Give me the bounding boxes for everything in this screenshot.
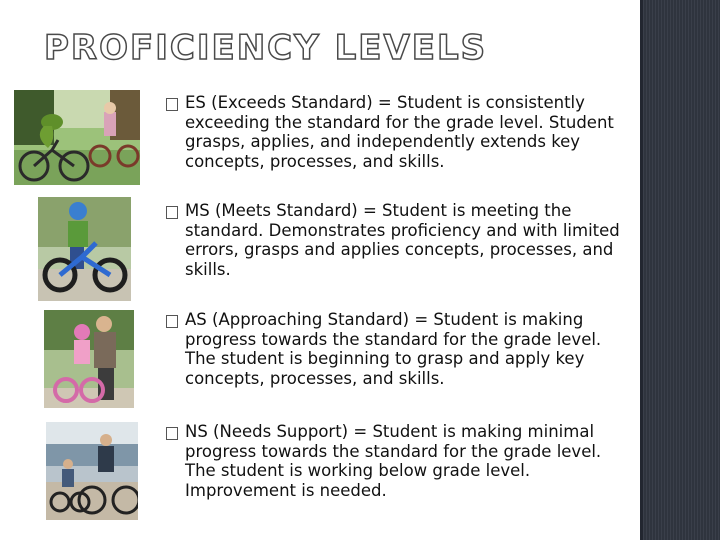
bullet-icon: [166, 427, 178, 440]
bullet-icon: [166, 98, 178, 111]
proficiency-text-es: ES (Exceeds Standard) = Student is consistently exceeding the standard for the grade level. Student grasps, applies, and independently extends key concepts, processes, and skills.: [185, 93, 614, 171]
side-bar-edge: [640, 0, 643, 540]
proficiency-item-ns: [10, 422, 630, 520]
child-blue-bike-photo: [38, 197, 131, 301]
slide-title: PROFICIENCY LEVELS: [44, 28, 488, 68]
proficiency-text-ms: MS (Meets Standard) = Student is meeting the standard. Demonstrates proficiency and with limited errors, grasps and applies concepts, processes, and skills.: [185, 201, 620, 279]
proficiency-item-as: [10, 310, 630, 408]
frog-bike-photo: [14, 90, 140, 185]
proficiency-text-as: AS (Approaching Standard) = Student is making progress towards the standard for the grade level. The student is beginning to grasp and apply key concepts, processes, and skills.: [185, 310, 602, 388]
proficiency-item-es: [10, 90, 630, 185]
father-daughter-bike-photo: [44, 310, 134, 408]
bullet-icon: [166, 315, 178, 328]
bullet-icon: [166, 206, 178, 219]
proficiency-text-ns: NS (Needs Support) = Student is making minimal progress towards the standard for the grade level. The student is working below grade level. Improvement is needed.: [185, 422, 602, 500]
proficiency-item-ms: [10, 197, 630, 301]
decorative-side-bar: [640, 0, 720, 540]
family-bikes-photo: [46, 422, 138, 520]
